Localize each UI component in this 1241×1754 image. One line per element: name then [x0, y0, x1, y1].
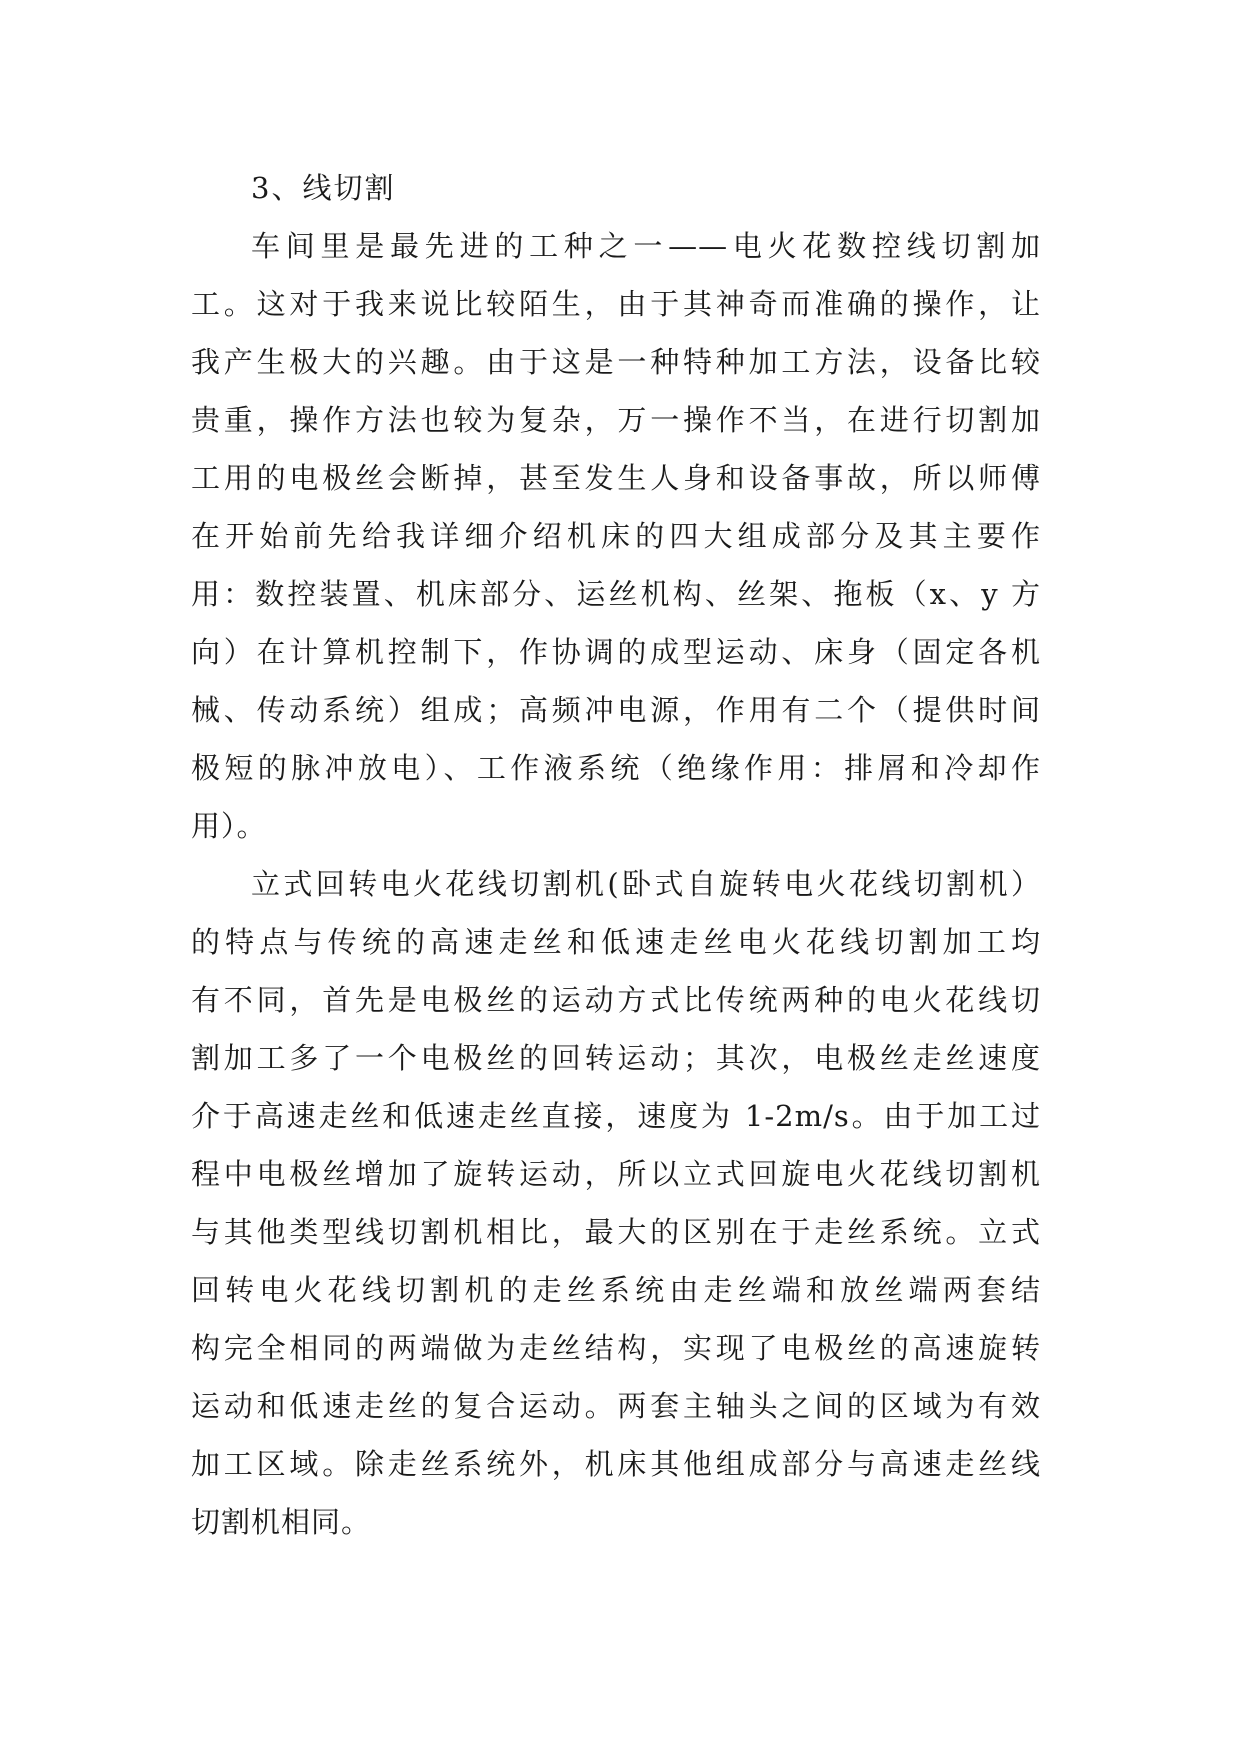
paragraph-1 — [191, 217, 1041, 855]
section-heading: 3、线切割 — [251, 171, 396, 205]
paragraph-line: 程中电极丝增加了旋转运动，所以立式回旋电火花线切割机 — [191, 1157, 1041, 1191]
paragraph-line: 介于高速走丝和低速走丝直接，速度为 1-2m/s。由于加工过 — [191, 1099, 1041, 1133]
paragraph-line: 加工区域。除走丝系统外，机床其他组成部分与高速走丝线 — [191, 1447, 1041, 1481]
paragraph-line: 我产生极大的兴趣。由于这是一种特种加工方法，设备比较 — [191, 345, 1041, 379]
paragraph-line: 的特点与传统的高速走丝和低速走丝电火花线切割加工均 — [191, 925, 1041, 959]
paragraph-2 — [191, 855, 1041, 1551]
paragraph-line: 工。这对于我来说比较陌生，由于其神奇而准确的操作，让 — [191, 287, 1041, 321]
paragraph-line: 立式回转电火花线切割机(卧式自旋转电火花线切割机） — [251, 867, 1041, 901]
paragraph-line: 向）在计算机控制下，作协调的成型运动、床身（固定各机 — [191, 635, 1041, 669]
paragraph-line: 有不同，首先是电极丝的运动方式比传统两种的电火花线切 — [191, 983, 1041, 1017]
paragraph-line: 车间里是最先进的工种之一——电火花数控线切割加 — [251, 229, 1041, 263]
paragraph-line: 贵重，操作方法也较为复杂，万一操作不当，在进行切割加 — [191, 403, 1041, 437]
paragraph-line: 在开始前先给我详细介绍机床的四大组成部分及其主要作 — [191, 519, 1041, 553]
paragraph-line: 用）。 — [191, 809, 267, 843]
paragraph-line: 极短的脉冲放电）、工作液系统（绝缘作用：排屑和冷却作 — [191, 751, 1041, 785]
document-body — [191, 159, 1041, 1551]
paragraph-line: 工用的电极丝会断掉，甚至发生人身和设备事故，所以师傅 — [191, 461, 1041, 495]
paragraph-line: 与其他类型线切割机相比，最大的区别在于走丝系统。立式 — [191, 1215, 1041, 1249]
paragraph-line: 切割机相同。 — [191, 1505, 372, 1539]
paragraph-line: 构完全相同的两端做为走丝结构，实现了电极丝的高速旋转 — [191, 1331, 1041, 1365]
paragraph-line: 用：数控装置、机床部分、运丝机构、丝架、拖板（x、y 方 — [191, 577, 1041, 611]
paragraph-line: 运动和低速走丝的复合运动。两套主轴头之间的区域为有效 — [191, 1389, 1041, 1423]
paragraph-line: 械、传动系统）组成；高频冲电源，作用有二个（提供时间 — [191, 693, 1041, 727]
paragraph-line: 割加工多了一个电极丝的回转运动；其次，电极丝走丝速度 — [191, 1041, 1041, 1075]
paragraph-line: 回转电火花线切割机的走丝系统由走丝端和放丝端两套结 — [191, 1273, 1041, 1307]
